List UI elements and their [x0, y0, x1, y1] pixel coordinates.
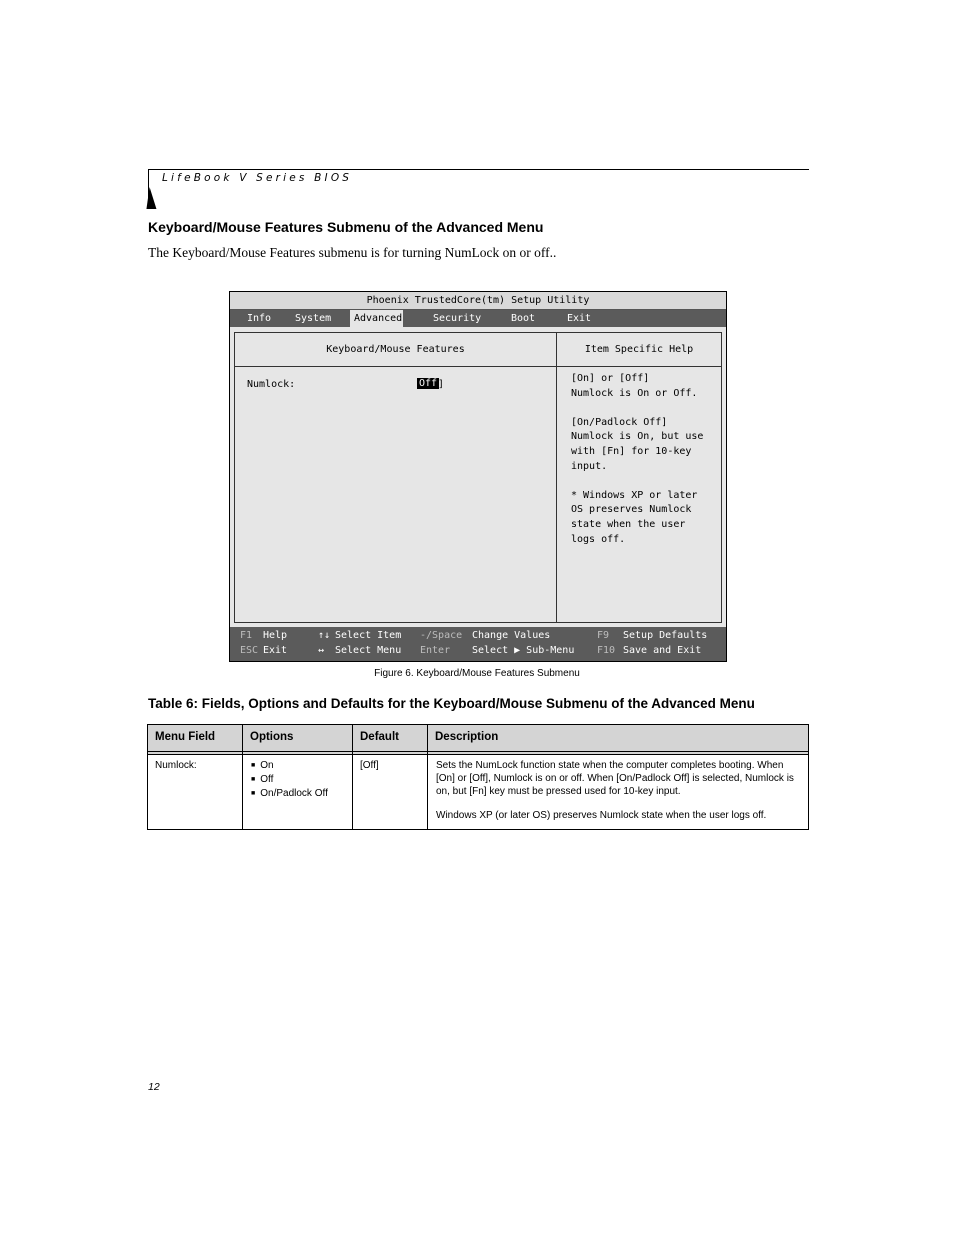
- page-number: 12: [148, 1081, 160, 1093]
- running-head: LifeBook V Series BIOS: [162, 172, 353, 184]
- space-key: -/Space: [420, 630, 463, 641]
- cell-description: [436, 759, 800, 833]
- cell-options: [251, 759, 328, 801]
- column-divider: [242, 752, 243, 754]
- header-options: Options: [250, 731, 294, 743]
- f10-label: Save and Exit: [623, 645, 702, 656]
- column-divider: [242, 755, 243, 829]
- table-header-row: [148, 725, 808, 752]
- bios-body: [234, 332, 722, 623]
- section-title: Keyboard/Mouse Features Submenu of the Advanced Menu: [148, 219, 544, 235]
- column-divider: [352, 752, 353, 754]
- bios-col-divider: [556, 333, 557, 622]
- enter-key: Enter: [420, 645, 451, 656]
- f10-key: F10: [597, 645, 616, 656]
- options-table: [147, 724, 809, 830]
- table-row: [148, 755, 808, 829]
- bios-menu-info[interactable]: Info: [247, 313, 272, 324]
- description-paragraph: Sets the NumLock function state when the computer completes booting. When [On] or [Off], Numlock is on or off. When [On/Padlock Off] is selected, Numlock is on, but [Fn] key must be pressed used for 10-key input.: [436, 760, 794, 797]
- numlock-value[interactable]: Off: [419, 378, 438, 389]
- bios-left-heading: Keyboard/Mouse Features: [326, 344, 465, 355]
- column-divider: [242, 725, 243, 751]
- figure-caption: Figure 6. Keyboard/Mouse Features Submenu: [374, 668, 580, 679]
- numlock-label: Numlock:: [247, 379, 296, 390]
- numlock-bracket: ]: [438, 379, 445, 390]
- leftright-key: ↔: [318, 645, 325, 656]
- bios-menu-exit[interactable]: Exit: [567, 313, 592, 324]
- column-divider: [427, 755, 428, 829]
- item-help-text: [On] or [Off] Numlock is On or Off. [On/Padlock Off] Numlock is On, but use with [Fn] for 10-key input. * Windows XP or later OS preserves Numlock state when the user logs off.: [571, 373, 704, 545]
- f9-key: F9: [597, 630, 610, 641]
- esc-label: Exit: [263, 645, 288, 656]
- f9-label: Setup Defaults: [623, 630, 708, 641]
- updown-label: Select Item: [335, 630, 402, 641]
- column-divider: [427, 725, 428, 751]
- updown-key: ↑↓: [318, 630, 331, 641]
- column-divider: [427, 752, 428, 754]
- cell-menu-field: Numlock:: [155, 760, 197, 771]
- option-item: ■ On: [251, 759, 328, 773]
- table-title: Table 6: Fields, Options and Defaults for the Keyboard/Mouse Submenu of the Advanced Menu: [148, 696, 755, 711]
- bios-menu-advanced[interactable]: Advanced: [350, 310, 403, 327]
- bios-menu-system[interactable]: System: [295, 313, 332, 324]
- leftright-label: Select Menu: [335, 645, 402, 656]
- column-divider: [352, 725, 353, 751]
- column-divider: [352, 755, 353, 829]
- option-item: ■ On/Padlock Off: [251, 787, 328, 801]
- bios-row-divider: [235, 366, 721, 367]
- bios-footer: [230, 627, 726, 661]
- bios-menubar: [230, 310, 726, 327]
- f1-label: Help: [263, 630, 288, 641]
- header-description: Description: [435, 731, 499, 743]
- enter-label: Select ▶ Sub-Menu: [472, 645, 575, 656]
- esc-key: ESC: [240, 645, 259, 656]
- option-item: ■ Off: [251, 773, 328, 787]
- header-tick-mark: [146, 187, 159, 209]
- bios-menu-security[interactable]: Security: [433, 313, 482, 324]
- header-default: Default: [360, 731, 399, 743]
- header-rule: [148, 169, 809, 170]
- bios-title: Phoenix TrustedCore(tm) Setup Utility: [230, 292, 726, 310]
- intro-paragraph: The Keyboard/Mouse Features submenu is for turning NumLock on or off..: [148, 245, 557, 260]
- f1-key: F1: [240, 630, 253, 641]
- space-label: Change Values: [472, 630, 551, 641]
- header-menu-field: Menu Field: [155, 731, 216, 743]
- bios-help-heading: Item Specific Help: [584, 344, 694, 355]
- cell-default: [Off]: [360, 760, 379, 771]
- bios-screen: [229, 291, 727, 662]
- bios-menu-boot[interactable]: Boot: [511, 313, 536, 324]
- description-paragraph: Windows XP (or later OS) preserves Numlock state when the user logs off.: [436, 810, 767, 821]
